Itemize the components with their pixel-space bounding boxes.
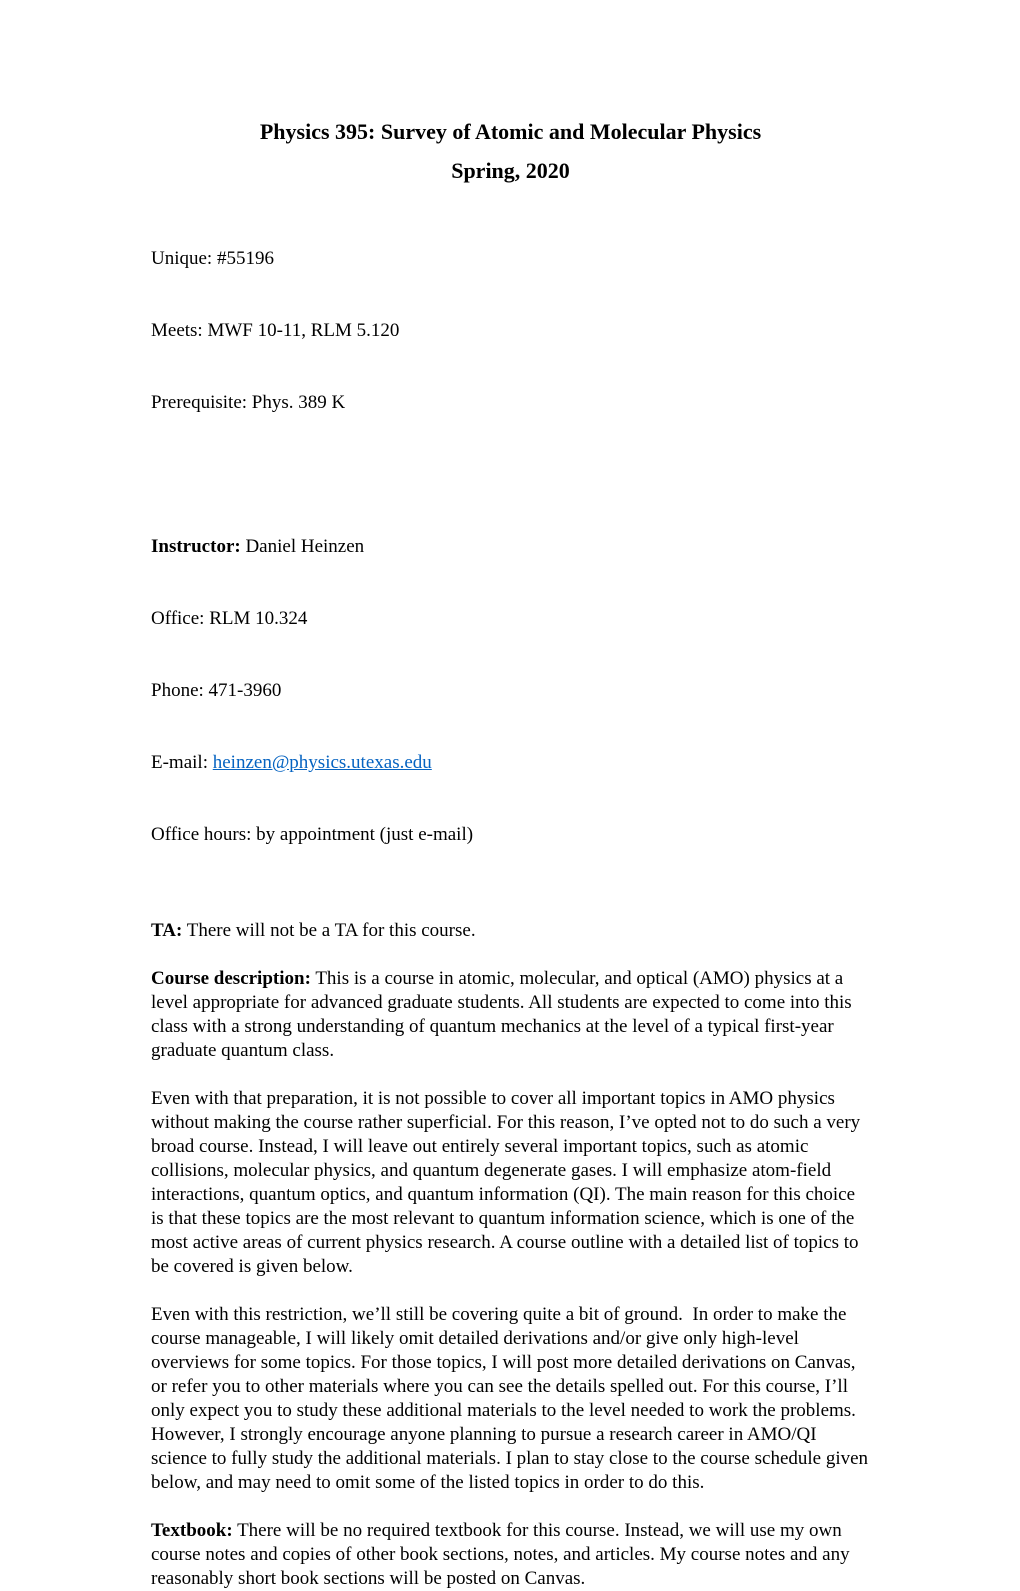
course-description-label: Course description:: [151, 968, 311, 989]
instructor-email-line: [151, 751, 870, 775]
email-label: E-mail:: [151, 752, 213, 773]
page-title: Physics 395: Survey of Atomic and Molecular Physics: [259, 119, 762, 144]
page-subtitle: Spring, 2020: [451, 158, 570, 183]
ta-text: There will not be a TA for this course.: [182, 920, 476, 941]
paragraph-course-approach: Even with this restriction, we’ll still be covering quite a bit of ground. In order to make the course manageable, I will likely omit detailed derivations and/or give only high-level overviews for some topics. For those topics, I will post more detailed derivations on Canvas, or refer you to other materials where you can see the details spelled out. For this course, I’ll only expect you to study these additional materials to the level needed to work the problems. However, I strongly encourage anyone planning to pursue a research career in AMO/QI science to fully study the additional materials. I plan to stay close to the course schedule given below, and may need to omit some of the listed topics in order to do this.: [151, 1304, 873, 1493]
ta-label: TA:: [151, 920, 183, 941]
ta-block: [151, 919, 870, 943]
course-description-text: This is a course in atomic, molecular, and optical (AMO) physics at a level appropriate for advanced graduate students. All students are expected to come into this class with a strong understanding of quantum mechanics at the level of a typical first-year graduate quantum class.: [151, 968, 857, 1061]
instructor-name-line: [151, 535, 870, 559]
instructor-label: Instructor:: [151, 536, 241, 557]
course-description-block: [151, 967, 870, 1063]
textbook-text: There will be no required textbook for this course. Instead, we will use my own course notes and copies of other book sections, notes, and articles. My course notes and any reasonably short book sections will be posted on Canvas.: [151, 1520, 855, 1589]
textbook-label: Textbook:: [151, 1520, 233, 1541]
instructor-block: [151, 487, 870, 895]
instructor-office-line: Office: RLM 10.324: [151, 608, 308, 629]
instructor-name: Daniel Heinzen: [240, 536, 365, 557]
course-info-block: [151, 199, 870, 463]
course-info-meets: Meets: MWF 10-11, RLM 5.120: [151, 320, 400, 341]
paragraph-topics-scope: Even with that preparation, it is not possible to cover all important topics in AMO physics without making the course rather superficial. For this reason, I’ve opted not to do such a very broad course. Instead, I will leave out entirely several important topics, such as atomic collisions, molecular physics, and quantum degenerate gases. I will emphasize atom-field interactions, quantum optics, and quantum information (QI). The main reason for this choice is that these topics are the most relevant to quantum information science, which is one of the most active areas of current physics research. A course outline with a detailed list of topics to be covered is given below.: [151, 1088, 865, 1277]
instructor-phone-line: Phone: 471-3960: [151, 680, 282, 701]
textbook-block: [151, 1519, 870, 1591]
course-info-prerequisite: Prerequisite: Phys. 389 K: [151, 392, 346, 413]
course-info-unique: Unique: #55196: [151, 248, 274, 269]
email-link[interactable]: heinzen@physics.utexas.edu: [212, 752, 432, 773]
instructor-office-hours-line: Office hours: by appointment (just e-mail): [151, 824, 474, 845]
doc-header: [151, 118, 870, 185]
